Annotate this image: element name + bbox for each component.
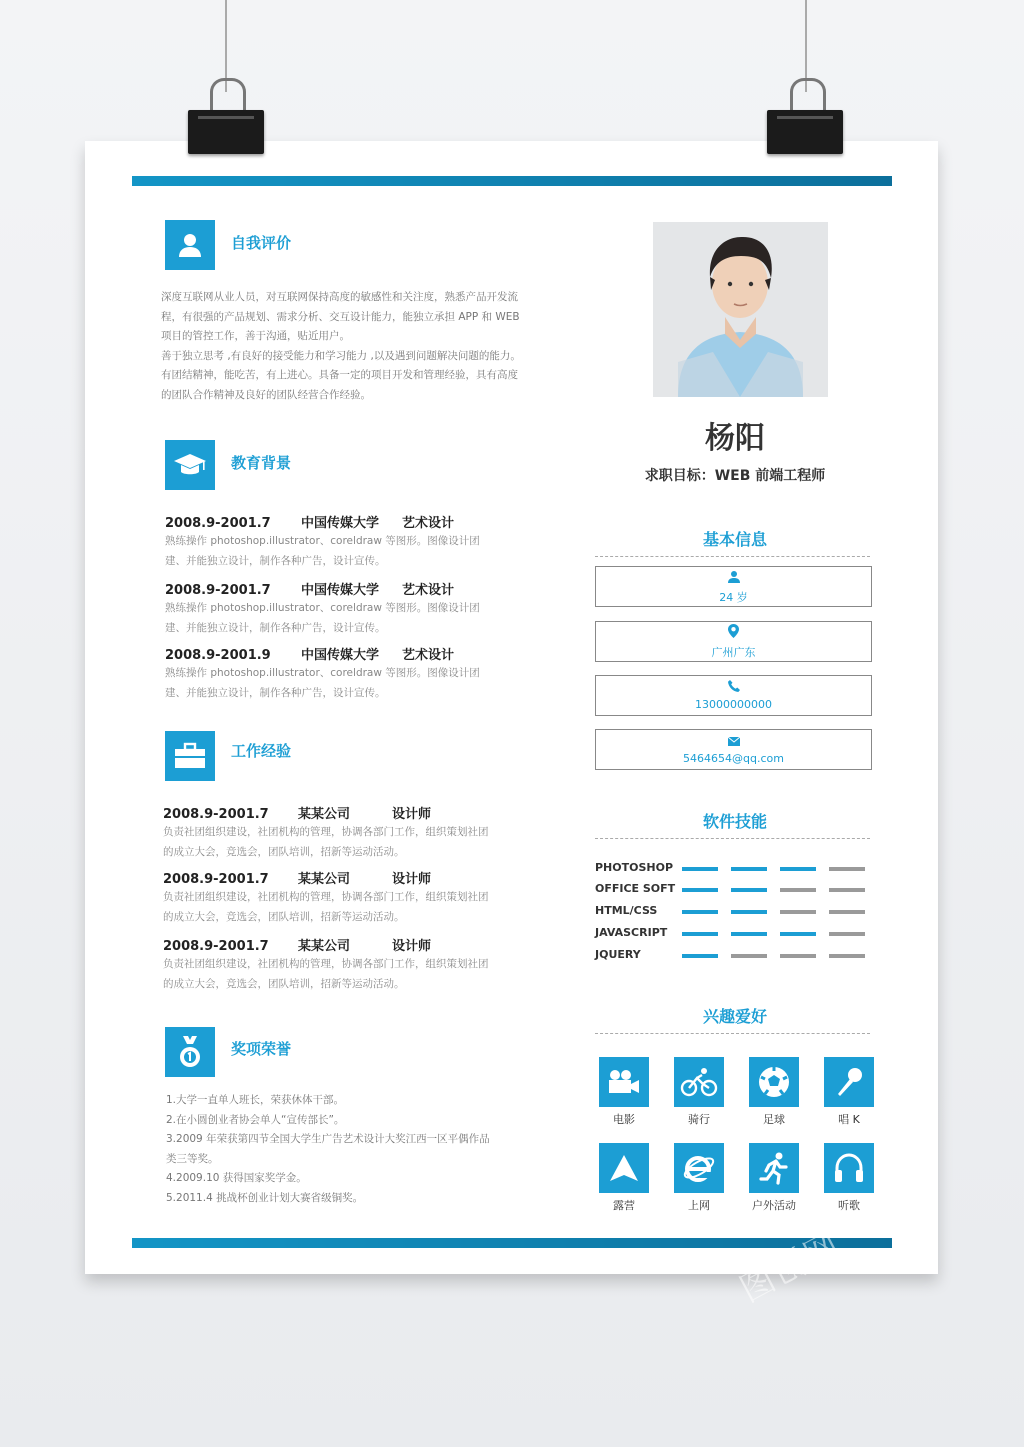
graduation-cap-icon [165, 440, 215, 490]
skill-segment-filled [780, 867, 816, 871]
entry-role: 艺术设计 [402, 583, 455, 598]
skill-segment-empty [780, 910, 816, 914]
bicycle-icon [674, 1057, 724, 1107]
info-text: 广州广东 [711, 646, 756, 659]
hobby-movie [599, 1057, 649, 1127]
skill-segment-filled [682, 932, 718, 936]
watermark: 图创网 [733, 1224, 848, 1311]
work-entry [163, 803, 489, 862]
person-icon [728, 568, 740, 587]
entry-desc: 熟练操作 photoshop.illustrator、coreldraw 等图形。图像设计团 [165, 667, 480, 679]
briefcase-icon [165, 731, 215, 781]
text-line: 深度互联网从业人员，对互联网保持高度的敏感性和关注度，熟悉产品开发流 [161, 291, 518, 303]
skill-name: PHOTOSHOP [595, 861, 674, 874]
section-title-education: 教育背景 [231, 454, 292, 472]
hobby-football [749, 1057, 799, 1127]
entry-desc: 的成立大会，竞选会，团队培训，招新等运动活动。 [163, 846, 405, 858]
entry-date: 2008.9-2001.7 [163, 939, 269, 954]
entry-org: 中国传媒大学 [301, 648, 380, 663]
work-entry [163, 935, 489, 994]
award-line: 5.2011.4 挑战杯创业计划大赛省级铜奖。 [166, 1191, 364, 1204]
entry-org: 某某公司 [298, 807, 351, 822]
skill-segment-filled [682, 954, 718, 958]
dashed-divider [595, 1033, 870, 1034]
entry-desc: 负责社团组织建设，社团机构的管理，协调各部门工作，组织策划社团 [163, 826, 489, 838]
work-entry [163, 868, 489, 927]
hobby-camping [599, 1143, 649, 1213]
hobby-label: 电影 [613, 1113, 635, 1126]
skill-segment-empty [780, 954, 816, 958]
binder-clip [188, 110, 264, 154]
education-entry [165, 644, 480, 703]
profile-photo [653, 222, 828, 397]
skill-segment-filled [780, 932, 816, 936]
skill-segment-empty [780, 888, 816, 892]
info-text: 24 岁 [719, 591, 748, 604]
info-email [595, 729, 872, 770]
binder-clip [767, 110, 843, 154]
candidate-name: 杨阳 [705, 421, 765, 456]
skill-segment-empty [829, 867, 865, 871]
entry-desc: 负责社团组织建设，社团机构的管理，协调各部门工作，组织策划社团 [163, 958, 489, 970]
entry-desc: 熟练操作 photoshop.illustrator、coreldraw 等图形。图像设计团 [165, 535, 480, 547]
medal-icon [165, 1027, 215, 1077]
tent-icon [599, 1143, 649, 1193]
self-eval-text [161, 288, 556, 406]
dashed-divider [595, 838, 870, 839]
running-person-icon [749, 1143, 799, 1193]
text-line: 的团队合作精神及良好的团队经营合作经验。 [161, 388, 371, 401]
entry-org: 某某公司 [298, 939, 351, 954]
entry-desc: 建、并能独立设计，制作各种广告，设计宣传。 [165, 687, 386, 699]
browser-e-icon [674, 1143, 724, 1193]
hobby-music [824, 1143, 874, 1213]
skill-segment-empty [829, 954, 865, 958]
location-pin-icon [728, 623, 739, 642]
entry-date: 2008.9-2001.9 [165, 648, 271, 663]
hobby-karaoke [824, 1057, 874, 1127]
entry-date: 2008.9-2001.7 [165, 516, 271, 531]
education-entry [165, 579, 480, 638]
entry-date: 2008.9-2001.7 [163, 807, 269, 822]
phone-icon [728, 677, 740, 696]
dashed-divider [595, 556, 870, 557]
text-line: 有团结精神，能吃苦，有上进心。具备一定的项目开发和管理经验，具有高度 [161, 369, 518, 382]
section-title-self-eval: 自我评价 [231, 234, 292, 252]
headphones-icon [824, 1143, 874, 1193]
entry-desc: 建、并能独立设计，制作各种广告，设计宣传。 [165, 555, 386, 567]
hobby-label: 上网 [688, 1199, 710, 1212]
skill-segment-empty [829, 888, 865, 892]
microphone-icon [824, 1057, 874, 1107]
hobby-cycling [674, 1057, 724, 1127]
entry-desc: 熟练操作 photoshop.illustrator、coreldraw 等图形。图像设计团 [165, 602, 480, 614]
skill-segment-filled [731, 910, 767, 914]
skill-segment-filled [731, 867, 767, 871]
skill-segment-filled [682, 888, 718, 892]
award-line: 类三等奖。 [166, 1152, 219, 1165]
hobby-outdoor [749, 1143, 799, 1213]
hobby-internet [674, 1143, 724, 1213]
text-line: 项目的管控工作，善于沟通，贴近用户。 [161, 330, 350, 343]
hobby-label: 足球 [763, 1113, 785, 1126]
person-icon [165, 220, 215, 270]
section-title-hobbies: 兴趣爱好 [702, 1007, 767, 1026]
skill-segment-empty [829, 910, 865, 914]
entry-desc: 负责社团组织建设，社团机构的管理，协调各部门工作，组织策划社团 [163, 891, 489, 903]
entry-role: 艺术设计 [402, 516, 455, 531]
hobby-label: 露营 [613, 1199, 635, 1212]
skill-segment-filled [682, 867, 718, 871]
hobby-label: 户外活动 [752, 1199, 796, 1212]
skill-segment-filled [731, 932, 767, 936]
info-location [595, 621, 872, 662]
hobby-label: 听歌 [838, 1199, 860, 1212]
soccer-ball-icon [749, 1057, 799, 1107]
entry-desc: 的成立大会，竞选会，团队培训，招新等运动活动。 [163, 911, 405, 923]
info-text: 5464654@qq.com [683, 752, 784, 765]
mail-icon [728, 731, 740, 750]
entry-role: 艺术设计 [402, 648, 455, 663]
skill-name: JQUERY [595, 948, 641, 961]
skill-name: OFFICE SOFT [595, 882, 676, 895]
entry-org: 中国传媒大学 [301, 583, 380, 598]
hobby-label: 骑行 [688, 1113, 710, 1126]
info-age [595, 566, 872, 607]
award-line: 4.2009.10 获得国家奖学金。 [166, 1172, 307, 1185]
section-title-skills: 软件技能 [702, 812, 767, 831]
skill-segment-filled [682, 910, 718, 914]
text-line: 善于独立思考 ,有良好的接受能力和学习能力 ,以及遇到问题解决问题的能力。 [161, 349, 521, 362]
skill-name: HTML/CSS [595, 904, 658, 917]
skill-segment-empty [731, 954, 767, 958]
award-line: 3.2009 年荣获第四节全国大学生广告艺术设计大奖江西一区平偶作品 [166, 1133, 490, 1146]
info-phone [595, 675, 872, 716]
entry-role: 设计师 [392, 807, 432, 822]
section-title-work: 工作经验 [231, 742, 292, 760]
top-accent-bar [132, 176, 892, 186]
info-text: 13000000000 [695, 698, 772, 711]
education-entry [165, 512, 480, 571]
award-line: 2.在小圆创业者协会单人“宣传部长”。 [166, 1113, 345, 1126]
entry-desc: 的成立大会，竞选会，团队培训，招新等运动活动。 [163, 978, 405, 990]
entry-desc: 建、并能独立设计，制作各种广告，设计宣传。 [165, 622, 386, 634]
award-line: 1.大学一直单人班长，荣获休体干部。 [166, 1094, 345, 1106]
entry-date: 2008.9-2001.7 [165, 583, 271, 598]
hobby-label: 唱 K [838, 1113, 860, 1126]
awards-list [166, 1091, 561, 1209]
entry-date: 2008.9-2001.7 [163, 872, 269, 887]
section-title-awards: 奖项荣誉 [231, 1040, 292, 1058]
entry-role: 设计师 [392, 872, 432, 887]
entry-org: 中国传媒大学 [301, 516, 380, 531]
entry-role: 设计师 [392, 939, 432, 954]
video-camera-icon [599, 1057, 649, 1107]
skill-segment-empty [829, 932, 865, 936]
job-target: 求职目标：WEB 前端工程师 [644, 468, 826, 484]
entry-org: 某某公司 [298, 872, 351, 887]
text-line: 程，有很强的产品规划、需求分析、交互设计能力，能独立承担 APP 和 WEB [161, 310, 520, 323]
skill-segment-filled [731, 888, 767, 892]
section-title-basic-info: 基本信息 [702, 530, 767, 549]
skill-name: JAVASCRIPT [595, 926, 668, 939]
